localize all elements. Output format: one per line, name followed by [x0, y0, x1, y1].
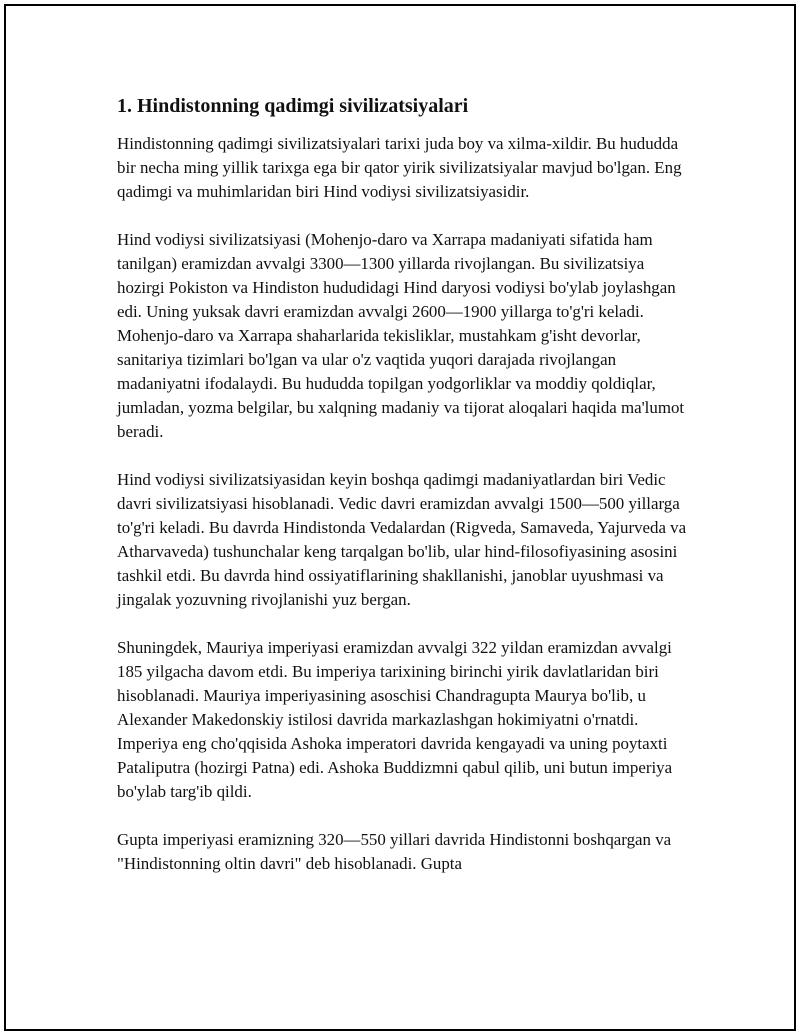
paragraph-intro: Hindistonning qadimgi sivilizatsiyalari tarixi juda boy va xilma-xildir. Bu hududda bir necha ming yillik tarixga ega bir qator yirik sivilizatsiyalar mavjud bo'lgan. Eng qadimgi va muhimlaridan biri Hind vodiysi sivilizatsiyasidir.: [117, 134, 682, 201]
paragraph-vedic-period: Hind vodiysi sivilizatsiyasidan keyin boshqa qadimgi madaniyatlardan biri Vedic davri sivilizatsiyasi hisoblanadi. Vedic davri eramizdan avvalgi 1500—500 yillarga to'g'ri keladi. Bu davrda Hindistonda Vedalardan (Rigveda, Samaveda, Yajurveda va Atharvaveda) tushunchalar keng tarqalgan bo'lib, ular hind-filosofiyasining asosini tashkil etdi. Bu davrda hind ossiyatiflarining shakllanishi, janoblar uyushmasi va jingalak yozuvning rivojlanishi yuz bergan.: [117, 470, 687, 609]
section-heading: 1. Hindistonning qadimgi sivilizatsiyalari: [117, 95, 469, 117]
document-body: [117, 92, 687, 900]
paragraph-indus-valley: Hind vodiysi sivilizatsiyasi (Mohenjo-daro va Xarrapa madaniyati sifatida ham tanilgan) eramizdan avvalgi 3300—1300 yillarda rivojlangan. Bu sivilizatsiya hozirgi Pokiston va Hindiston hududidagi Hind daryosi vodiysi bo'ylab joylashgan edi. Uning yuksak davri eramizdan avvalgi 2600—1900 yillarga to'g'ri keladi. Mohenjo-daro va Xarrapa shaharlarida tekisliklar, mustahkam g'isht devorlar, sanitariya tizimlari bo'lgan va ular o'z vaqtida yuqori darajada rivojlangan madaniyatni ifodalaydi. Bu hududda topilgan yodgorliklar va moddiy qoldiqlar, jumladan, yozma belgilar, bu xalqning madaniy va tijorat aloqalari haqida ma'lumot beradi.: [117, 230, 685, 441]
paragraph-gupta-empire: Gupta imperiyasi eramizning 320—550 yillari davrida Hindistonni boshqargan va "Hindistonning oltin davri" deb hisoblanadi. Gupta: [117, 830, 672, 873]
paragraph-maurya-empire: Shuningdek, Mauriya imperiyasi eramizdan avvalgi 322 yildan eramizdan avvalgi 185 yilgacha davom etdi. Bu imperiya tarixining birinchi yirik davlatlaridan biri hisoblanadi. Mauriya imperiyasining asoschisi Chandragupta Maurya bo'lib, u Alexander Makedonskiy istilosi davrida markazlashgan hokimiyatni o'rnatdi. Imperiya eng cho'qqisida Ashoka imperatori davrida kengayadi va uning poytaxti Pataliputra (hozirgi Patna) edi. Ashoka Buddizmni qabul qilib, uni butun imperiya bo'ylab targ'ib qildi.: [117, 638, 673, 801]
